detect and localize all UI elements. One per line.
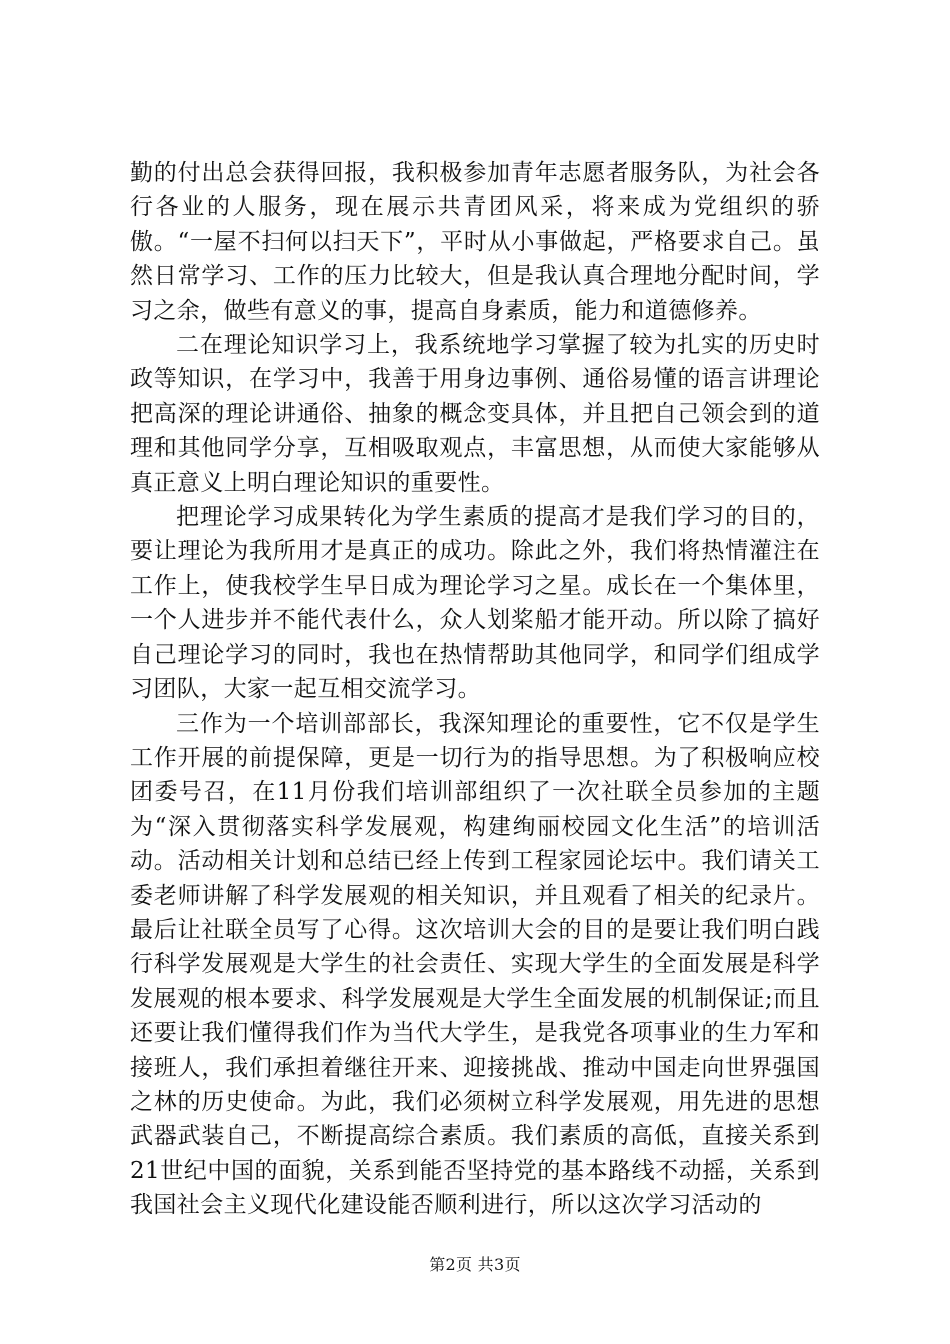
paragraph-theory-application: 把理论学习成果转化为学生素质的提高才是我们学习的目的，要让理论为我所用才是真正的成功。除此之外，我们将热情灌注在工作上，使我校学生早日成为理论学习之星。成长在一个集体里，一个人进步并不能代表什么，众人划桨船才能开动。所以除了搞好自己理论学习的同时，我也在热情帮助其他同学，和同学们组成学习团队，大家一起互相交流学习。 <box>130 504 820 703</box>
page-footer: 第2页 共3页 <box>429 1255 521 1274</box>
paragraph-training-department: 三作为一个培训部部长，我深知理论的重要性，它不仅是学生工作开展的前提保障，更是一切行为的指导思想。为了积极响应校团委号召，在11月份我们培训部组织了一次社联全员参加的主题为“深入贯彻落实科学发展观，构建绚丽校园文化生活”的培训活动。活动相关计划和总结已经上传到工程家园论坛中。我们请关工委老师讲解了科学发展观的相关知识，并且观看了相关的纪录片。最后让社联全员写了心得。这次培训大会的目的是要让我们明白践行科学发展观是大学生的社会责任、实现大学生的全面发展是科学发展观的根本要求、科学发展观是大学生全面发展的机制保证;而且还要让我们懂得我们作为当代大学生，是我党各项事业的生力军和接班人，我们承担着继往开来、迎接挑战、推动中国走向世界强国之林的历史使命。为此，我们必须树立科学发展观，用先进的思想武器武装自己，不断提高综合素质。我们素质的高低，直接关系到21世纪中国的面貌，关系到能否坚持党的基本路线不动摇，关系到我国社会主义现代化建设能否顺利进行，所以这次学习活动的 <box>130 710 820 1219</box>
document-body <box>130 156 820 1223</box>
paragraph-continuation: 勤的付出总会获得回报，我积极参加青年志愿者服务队，为社会各行各业的人服务，现在展示共青团风采，将来成为党组织的骄傲。“一屋不扫何以扫天下”，平时从小事做起，严格要求自己。虽然日常学习、工作的压力比较大，但是我认真合理地分配时间，学习之余，做些有意义的事，提高自身素质，能力和道德修养。 <box>130 160 820 324</box>
paragraph-theory-study: 二在理论知识学习上，我系统地学习掌握了较为扎实的历史时政等知识，在学习中，我善于用身边事例、通俗易懂的语言讲理论把高深的理论讲通俗、抽象的概念变具体，并且把自己领会到的道理和其他同学分享，互相吸取观点，丰富思想，从而使大家能够从真正意义上明白理论知识的重要性。 <box>130 332 820 496</box>
